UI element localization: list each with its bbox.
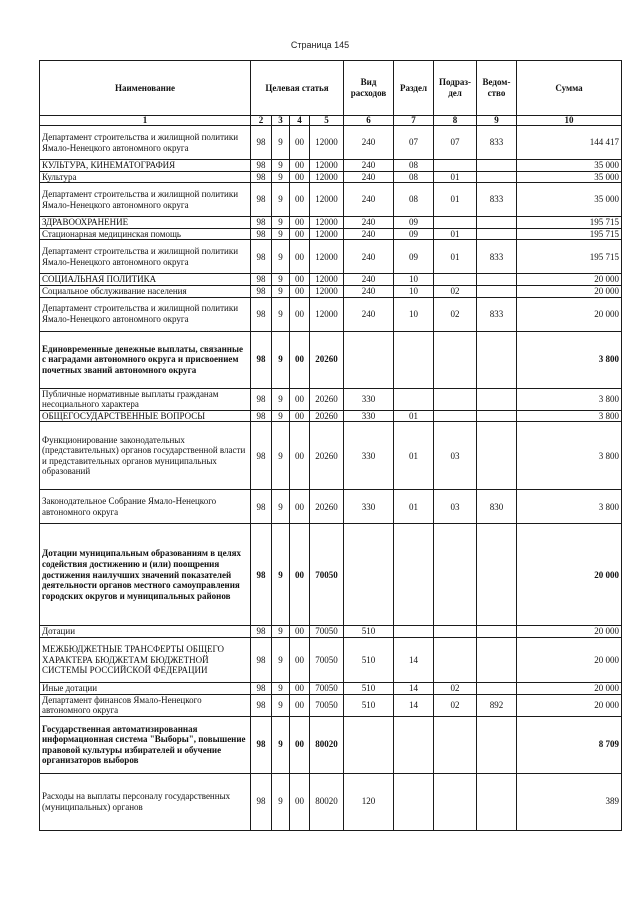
section: 07 [394,126,434,160]
amount: 195 715 [517,217,622,229]
department [477,228,517,240]
target-code-2: 9 [272,183,290,217]
target-code-2: 9 [272,160,290,172]
department: 833 [477,126,517,160]
row-name: Департамент строительства и жилищной политики Ямало-Ненецкого автономного округа [40,126,251,160]
table-row [40,274,622,286]
row-name: ЗДРАВООХРАНЕНИЕ [40,217,251,229]
row-name: Дотации [40,626,251,638]
target-code-3: 00 [290,773,310,830]
expense-type: 330 [344,490,394,524]
table-row [40,217,622,229]
subsection: 02 [434,297,477,331]
target-code-4: 70050 [310,682,344,694]
target-code-2: 9 [272,716,290,773]
department: 833 [477,297,517,331]
target-code-2: 9 [272,524,290,626]
target-code-1: 98 [251,682,272,694]
amount: 3 800 [517,388,622,410]
target-code-3: 00 [290,183,310,217]
expense-type: 240 [344,297,394,331]
target-code-2: 9 [272,490,290,524]
expense-type: 240 [344,126,394,160]
expense-type: 510 [344,694,394,716]
target-code-1: 98 [251,274,272,286]
target-code-3: 00 [290,217,310,229]
target-code-2: 9 [272,331,290,388]
subsection [434,217,477,229]
target-code-3: 00 [290,171,310,183]
target-code-3: 00 [290,410,310,422]
column-number: 2 [251,116,272,126]
section [394,524,434,626]
target-code-2: 9 [272,682,290,694]
target-code-1: 98 [251,160,272,172]
target-code-1: 98 [251,490,272,524]
page-label: Страница 145 [290,40,350,50]
department [477,217,517,229]
target-code-1: 98 [251,422,272,490]
department [477,160,517,172]
column-number: 6 [344,116,394,126]
department [477,637,517,682]
section: 14 [394,637,434,682]
department [477,285,517,297]
amount: 389 [517,773,622,830]
column-number: 10 [517,116,622,126]
target-code-2: 9 [272,388,290,410]
department [477,171,517,183]
target-code-2: 9 [272,126,290,160]
expense-type: 240 [344,217,394,229]
expense-type: 240 [344,240,394,274]
table-row [40,410,622,422]
target-code-4: 20260 [310,410,344,422]
table-row [40,637,622,682]
header-name: Наименование [40,61,251,116]
subsection [434,274,477,286]
amount: 3 800 [517,422,622,490]
amount: 20 000 [517,285,622,297]
table-row [40,626,622,638]
target-code-2: 9 [272,626,290,638]
target-code-3: 00 [290,297,310,331]
department: 833 [477,183,517,217]
subsection: 02 [434,285,477,297]
section: 08 [394,183,434,217]
target-code-4: 20260 [310,490,344,524]
section: 09 [394,228,434,240]
department [477,716,517,773]
target-code-2: 9 [272,240,290,274]
subsection: 01 [434,171,477,183]
target-code-2: 9 [272,285,290,297]
target-code-3: 00 [290,694,310,716]
subsection: 01 [434,183,477,217]
expense-type: 240 [344,285,394,297]
target-code-1: 98 [251,297,272,331]
subsection [434,331,477,388]
target-code-1: 98 [251,524,272,626]
amount: 20 000 [517,637,622,682]
section: 14 [394,694,434,716]
row-name: Департамент строительства и жилищной политики Ямало-Ненецкого автономного округа [40,297,251,331]
row-name: Единовременные денежные выплаты, связанные с наградами автономного округа и присвоением почетных званий автономного округа [40,331,251,388]
target-code-1: 98 [251,716,272,773]
department [477,682,517,694]
row-name: КУЛЬТУРА, КИНЕМАТОГРАФИЯ [40,160,251,172]
row-name: Дотации муниципальным образованиям в целях содействия достижению и (или) поощрения достижения наилучших значений показателей деятельности органов местного самоуправления городских округов и муниципальных районов [40,524,251,626]
target-code-3: 00 [290,228,310,240]
section: 08 [394,171,434,183]
target-code-2: 9 [272,637,290,682]
amount: 35 000 [517,160,622,172]
target-code-4: 12000 [310,160,344,172]
target-code-4: 20260 [310,422,344,490]
department [477,331,517,388]
row-name: Стационарная медицинская помощь [40,228,251,240]
header-expense-type: Вид расходов [344,61,394,116]
section: 10 [394,274,434,286]
row-name: СОЦИАЛЬНАЯ ПОЛИТИКА [40,274,251,286]
row-name: Департамент строительства и жилищной политики Ямало-Ненецкого автономного округа [40,183,251,217]
amount: 195 715 [517,228,622,240]
target-code-1: 98 [251,331,272,388]
target-code-3: 00 [290,422,310,490]
subsection [434,716,477,773]
target-code-1: 98 [251,228,272,240]
target-code-3: 00 [290,388,310,410]
column-number: 7 [394,116,434,126]
department [477,524,517,626]
target-code-1: 98 [251,240,272,274]
amount: 8 709 [517,716,622,773]
target-code-1: 98 [251,126,272,160]
target-code-2: 9 [272,773,290,830]
department [477,422,517,490]
subsection: 01 [434,228,477,240]
column-number: 9 [477,116,517,126]
amount: 195 715 [517,240,622,274]
amount: 20 000 [517,682,622,694]
subsection [434,637,477,682]
target-code-3: 00 [290,285,310,297]
target-code-2: 9 [272,297,290,331]
department: 833 [477,240,517,274]
row-name: ОБЩЕГОСУДАРСТВЕННЫЕ ВОПРОСЫ [40,410,251,422]
row-name: Департамент финансов Ямало-Ненецкого автономного округа [40,694,251,716]
target-code-3: 00 [290,331,310,388]
amount: 20 000 [517,274,622,286]
section: 08 [394,160,434,172]
department [477,410,517,422]
amount: 3 800 [517,410,622,422]
target-code-4: 12000 [310,183,344,217]
amount: 20 000 [517,297,622,331]
subsection [434,388,477,410]
target-code-1: 98 [251,388,272,410]
row-name: Публичные нормативные выплаты гражданам несоциального характера [40,388,251,410]
target-code-3: 00 [290,490,310,524]
target-code-4: 80020 [310,773,344,830]
table-row [40,716,622,773]
header-amount: Сумма [517,61,622,116]
table-body [40,126,622,831]
amount: 3 800 [517,490,622,524]
target-code-2: 9 [272,274,290,286]
expense-type: 240 [344,274,394,286]
expense-type: 330 [344,388,394,410]
target-code-2: 9 [272,171,290,183]
row-name: Социальное обслуживание населения [40,285,251,297]
expense-type: 240 [344,228,394,240]
target-code-4: 12000 [310,285,344,297]
target-code-3: 00 [290,126,310,160]
row-name: Культура [40,171,251,183]
subsection [434,773,477,830]
target-code-2: 9 [272,422,290,490]
target-code-3: 00 [290,626,310,638]
header-subsection: Подраз-дел [434,61,477,116]
column-number: 5 [310,116,344,126]
department [477,773,517,830]
target-code-2: 9 [272,410,290,422]
target-code-1: 98 [251,626,272,638]
expense-type [344,331,394,388]
target-code-1: 98 [251,285,272,297]
expense-type: 510 [344,637,394,682]
column-numbers-row [40,116,622,126]
column-number: 1 [40,116,251,126]
target-code-3: 00 [290,274,310,286]
table-row [40,694,622,716]
amount: 3 800 [517,331,622,388]
expense-type: 330 [344,422,394,490]
amount: 144 417 [517,126,622,160]
table-row [40,171,622,183]
table-row [40,331,622,388]
subsection: 03 [434,490,477,524]
section [394,773,434,830]
subsection: 02 [434,682,477,694]
amount: 20 000 [517,524,622,626]
table-row [40,228,622,240]
section: 01 [394,422,434,490]
target-code-3: 00 [290,682,310,694]
expense-type [344,524,394,626]
expense-type [344,716,394,773]
table-row [40,490,622,524]
target-code-2: 9 [272,694,290,716]
target-code-4: 70050 [310,637,344,682]
subsection: 03 [434,422,477,490]
section: 01 [394,490,434,524]
target-code-3: 00 [290,524,310,626]
target-code-1: 98 [251,410,272,422]
expense-type: 240 [344,171,394,183]
table-row [40,240,622,274]
amount: 20 000 [517,626,622,638]
section: 10 [394,297,434,331]
section: 14 [394,682,434,694]
subsection [434,626,477,638]
target-code-1: 98 [251,171,272,183]
table-row [40,297,622,331]
section: 10 [394,285,434,297]
target-code-1: 98 [251,694,272,716]
header-section: Раздел [394,61,434,116]
table-row [40,183,622,217]
department: 892 [477,694,517,716]
column-number: 8 [434,116,477,126]
target-code-4: 12000 [310,228,344,240]
target-code-1: 98 [251,217,272,229]
subsection [434,524,477,626]
table-row [40,524,622,626]
department [477,626,517,638]
target-code-2: 9 [272,217,290,229]
row-name: МЕЖБЮДЖЕТНЫЕ ТРАНСФЕРТЫ ОБЩЕГО ХАРАКТЕРА БЮДЖЕТАМ БЮДЖЕТНОЙ СИСТЕМЫ РОССИЙСКОЙ ФЕДЕРАЦИИ [40,637,251,682]
target-code-4: 70050 [310,694,344,716]
target-code-2: 9 [272,228,290,240]
subsection [434,160,477,172]
target-code-4: 12000 [310,297,344,331]
subsection: 07 [434,126,477,160]
subsection: 01 [434,240,477,274]
expense-type: 330 [344,410,394,422]
expense-type: 510 [344,626,394,638]
department [477,388,517,410]
target-code-3: 00 [290,637,310,682]
expense-type: 510 [344,682,394,694]
header-target-article: Целевая статья [251,61,344,116]
target-code-4: 12000 [310,240,344,274]
section [394,388,434,410]
row-name: Государственная автоматизированная информационная система "Выборы", повышение правовой культуры избирателей и обучение организаторов выборов [40,716,251,773]
subsection: 02 [434,694,477,716]
expense-type: 240 [344,183,394,217]
expense-type: 240 [344,160,394,172]
amount: 20 000 [517,694,622,716]
amount: 35 000 [517,171,622,183]
table-row [40,773,622,830]
row-name: Законодательное Собрание Ямало-Ненецкого автономного округа [40,490,251,524]
budget-table [39,60,622,831]
header-department: Ведом-ство [477,61,517,116]
table-row [40,682,622,694]
department: 830 [477,490,517,524]
table-row [40,422,622,490]
section: 01 [394,410,434,422]
row-name: Департамент строительства и жилищной политики Ямало-Ненецкого автономного округа [40,240,251,274]
table-row [40,285,622,297]
section: 09 [394,217,434,229]
section [394,716,434,773]
section [394,331,434,388]
row-name: Расходы на выплаты персоналу государственных (муниципальных) органов [40,773,251,830]
target-code-1: 98 [251,183,272,217]
target-code-3: 00 [290,160,310,172]
subsection [434,410,477,422]
target-code-1: 98 [251,773,272,830]
target-code-4: 12000 [310,217,344,229]
row-name: Функционирование законодательных (представительных) органов государственной власти и представительных органов муниципальных образований [40,422,251,490]
target-code-1: 98 [251,637,272,682]
target-code-3: 00 [290,240,310,274]
target-code-4: 70050 [310,524,344,626]
expense-type: 120 [344,773,394,830]
amount: 35 000 [517,183,622,217]
table-row [40,388,622,410]
column-number: 3 [272,116,290,126]
department [477,274,517,286]
section: 09 [394,240,434,274]
table-row [40,160,622,172]
target-code-4: 12000 [310,274,344,286]
section [394,626,434,638]
table-row [40,126,622,160]
target-code-4: 20260 [310,388,344,410]
target-code-4: 70050 [310,626,344,638]
target-code-4: 20260 [310,331,344,388]
target-code-4: 80020 [310,716,344,773]
column-number: 4 [290,116,310,126]
target-code-3: 00 [290,716,310,773]
row-name: Иные дотации [40,682,251,694]
target-code-4: 12000 [310,126,344,160]
target-code-4: 12000 [310,171,344,183]
